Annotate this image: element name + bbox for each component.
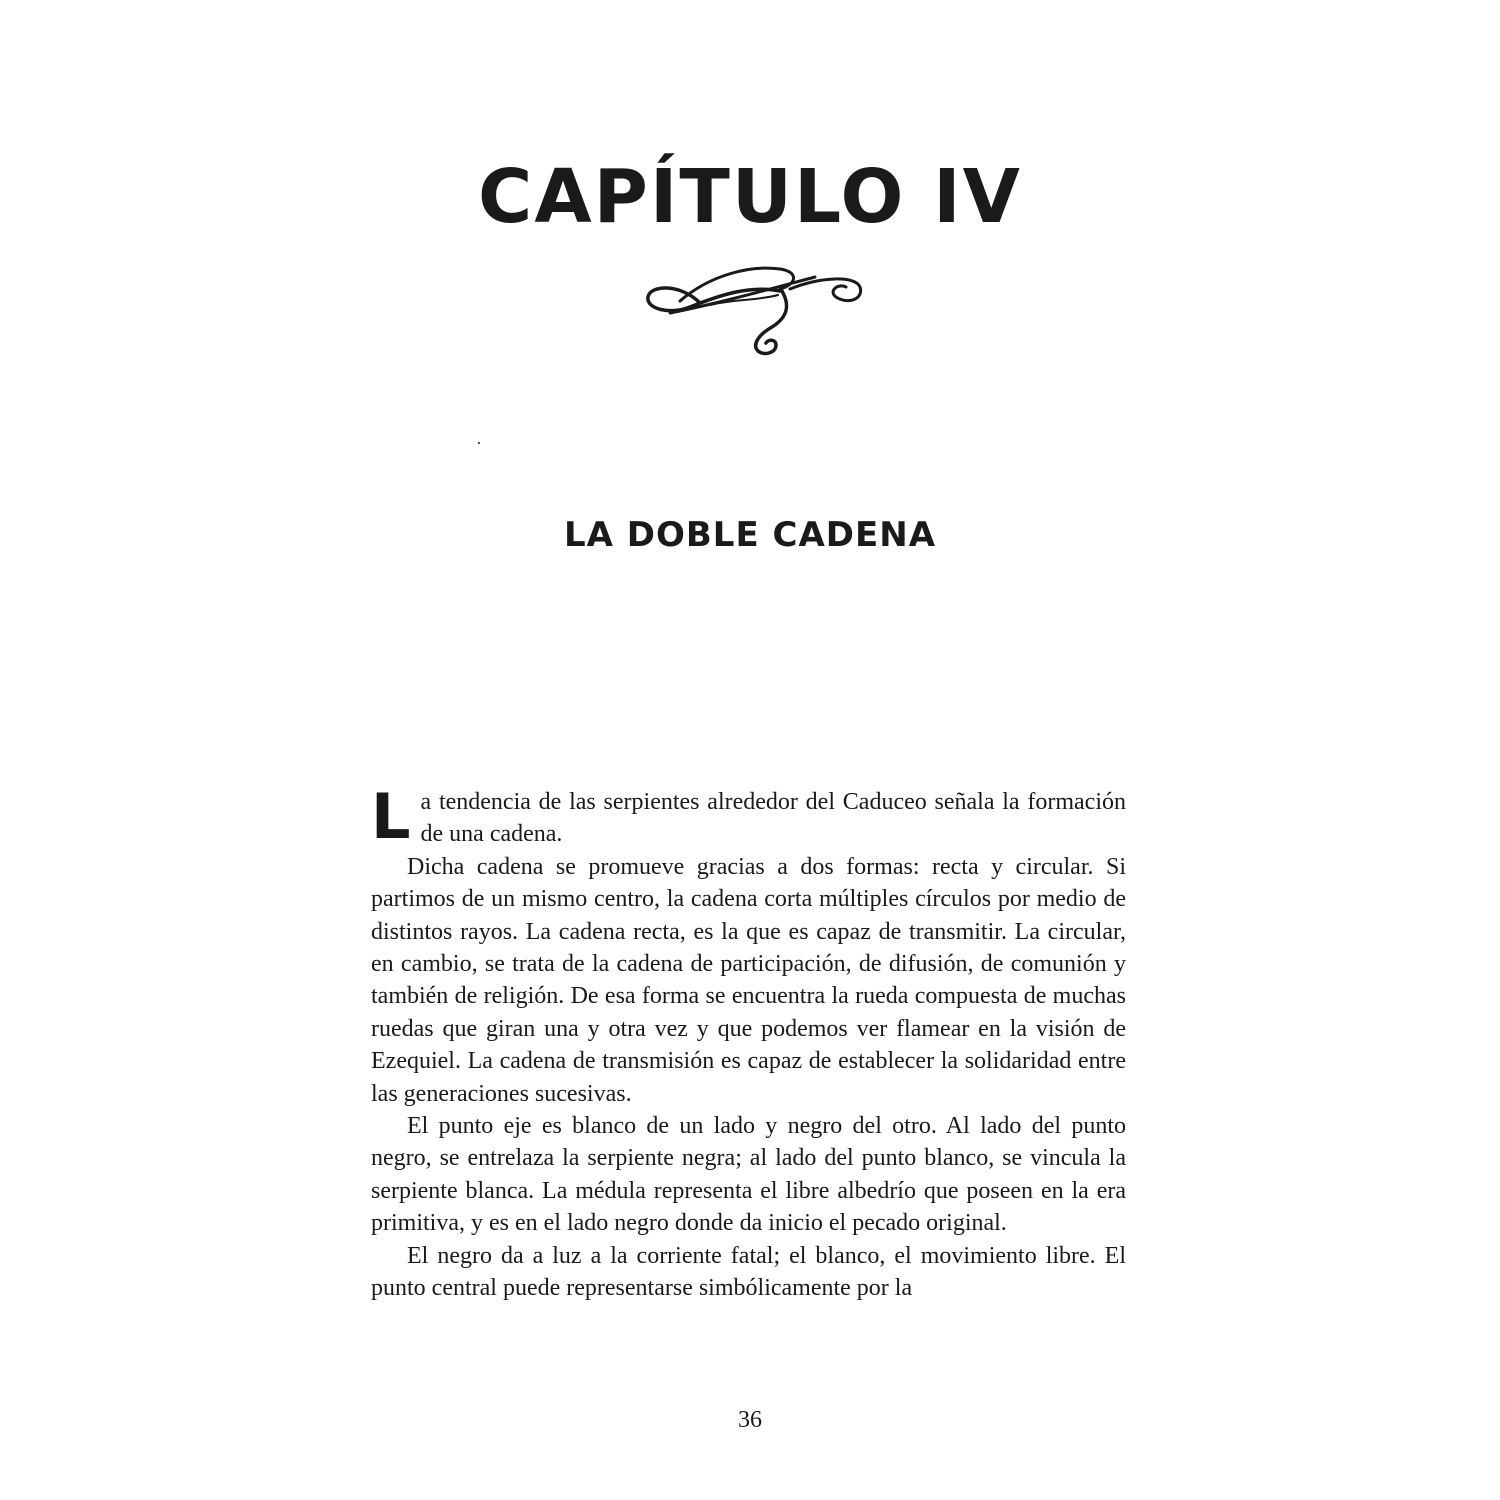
drop-cap: L: [371, 780, 411, 853]
paragraph-4: El negro da a luz a la corriente fatal; el blanco, el movimiento libre. El punto central puede representarse simbólicamente por la: [371, 1242, 1126, 1302]
chapter-title: CAPÍTULO IV: [478, 154, 1022, 240]
paragraph-1: [371, 780, 1126, 853]
body-text: [371, 780, 1126, 1305]
scan-speck: [478, 442, 480, 444]
section-title: LA DOBLE CADENA: [563, 515, 937, 555]
paragraph-1-text: a tendencia de las serpientes alrededor del Caduceo señala la formación de una cadena.: [420, 789, 1126, 848]
paragraph-2: Dicha cadena se promueve gracias a dos formas: recta y circular. Si partimos de un mismo centro, la cadena corta múltiples círculos por medio de distintos rayos. La cadena recta, es la que es capaz de transmitir. La circular, en cambio, se trata de la cadena de participación, de difusión, de comunión y también de religión. De esa forma se encuentra la rueda compuesta de muchas ruedas que giran una y otra vez y que podemos ver flamear en la visión de Ezequiel. La cadena de transmisión es capaz de establecer la solidaridad entre las generaciones sucesivas.: [371, 853, 1126, 1107]
page-number: 36: [738, 1407, 762, 1433]
flourish-ornament-icon: [640, 255, 865, 360]
paragraph-3: El punto eje es blanco de un lado y negro del otro. Al lado del punto negro, se entrelaza la serpiente negra; al lado del punto blanco, se vincula la serpiente blanca. La médula representa el libre albedrío que poseen en la era primitiva, y es en el lado negro donde da inicio el pecado original.: [371, 1113, 1126, 1237]
